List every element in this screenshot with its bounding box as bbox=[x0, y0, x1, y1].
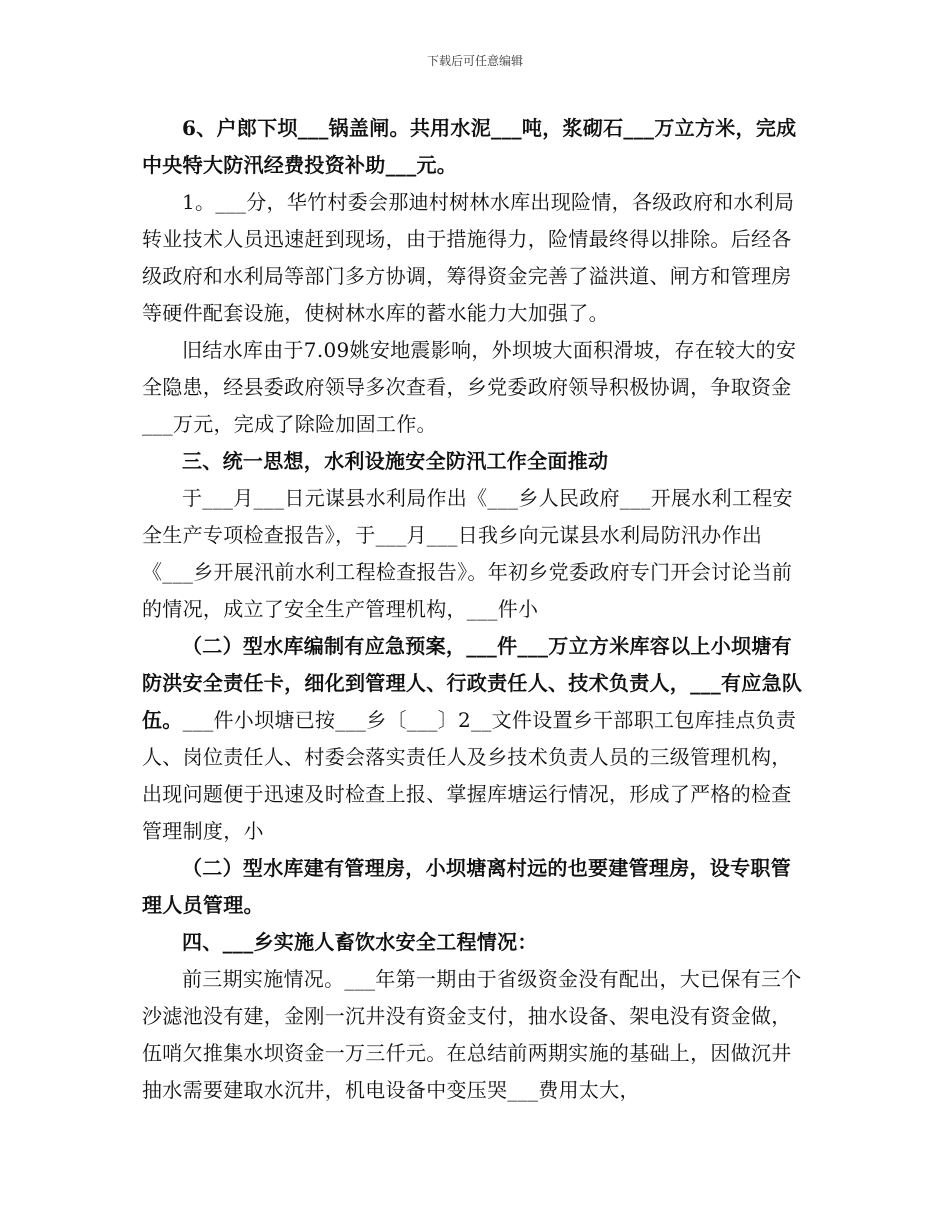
section-heading-4: 四、___乡实施人畜饮水安全工程情况： bbox=[182, 930, 538, 954]
section-heading-3: 三、统一思想，水利设施安全防汛工作全面推动 bbox=[182, 449, 609, 473]
paragraph-9: 前三期实施情况。___年第一期由于省级资金没有配出，大已保有三个沙滤池没有建，金刚一沉井没有资金支付，抽水设备、架电没有资金做，伍哨欠推集水坝资金一万三仟元。在总结前两期实施的基础上，因做沉井抽水需要建取水沉井，机电设备中变压哭___费用太大， bbox=[142, 967, 802, 1102]
paragraph-7: （二）型水库建有管理房，小坝塘离村远的也要建管理房，设专职管理人员管理。 bbox=[142, 856, 791, 917]
document-body bbox=[142, 110, 810, 1109]
paragraph-2: 1。___分，华竹村委会那迪村树林水库出现险情，各级政府和水利局转业技术人员迅速赶到现场，由于措施得力，险情最终得以排除。后经各级政府和水利局等部门多方协调，筹得资金完善了溢洪道、闸方和管理房等硬件配套设施，使树林水库的蓄水能力大加强了。 bbox=[142, 190, 795, 325]
paragraph-1: 6、户郎下坝___锅盖闸。共用水泥___吨，浆砌石___万立方米，完成中央特大防汛经费投资补助___元。 bbox=[142, 116, 797, 177]
paragraph-5: 于___月___日元谋县水利局作出《___乡人民政府___开展水利工程安全生产专项检查报告》，于___月___日我乡向元谋县水利局防汛办作出《___乡开展汛前水利工程检查报告》。年初乡党委政府专门开会讨论当前的情况，成立了安全生产管理机构，___件小 bbox=[142, 486, 793, 621]
paragraph-3: 旧结水库由于7.09姚安地震影响，外坝坡大面积滑坡，存在较大的安全隐患，经县委政府领导多次查看，乡党委政府领导积极协调，争取资金___万元，完成了除险加固工作。 bbox=[142, 338, 797, 436]
paragraph-6 bbox=[142, 628, 810, 850]
page-header: 下载后可任意编辑 bbox=[426, 54, 523, 68]
paragraph-6-tail: ___件小坝塘已按___乡〔___〕2__文件设置乡干部职工包库挂点负责人、岗位责任人、村委会落实责任人及乡技术负责人员的三级管理机构，出现问题便于迅速及时检查上报、掌握库塘运行情况，形成了严格的检查管理制度，小 bbox=[142, 708, 797, 843]
paragraph-6-bold: （二）型水库编制有应急预案，___件___万立方米库容以上小坝塘有防洪安全责任卡，细化到管理人、行政责任人、技术负责人，___有应急队伍。 bbox=[142, 634, 803, 732]
